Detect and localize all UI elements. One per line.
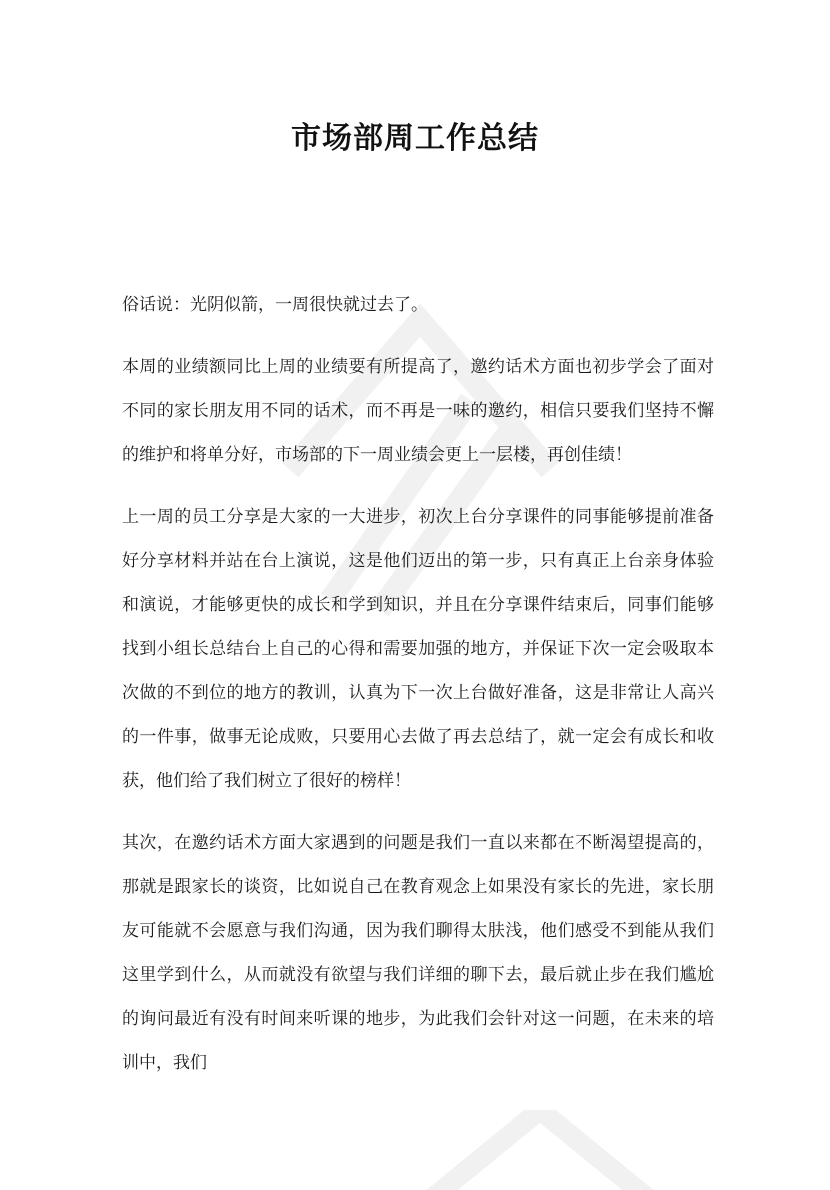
paragraph-performance: 本周的业绩额同比上周的业绩要有所提高了，邀约话术方面也初步学会了面对不同的家长朋友用不同的话术，而不再是一味的邀约，相信只要我们坚持不懈的维护和将单分好，市场部的下一周业绩会更上一层楼，再创佳绩！ — [122, 357, 714, 465]
document-title: 市场部周工作总结 — [291, 121, 539, 156]
document-body — [122, 283, 714, 1085]
paragraph-staff-sharing: 上一周的员工分享是大家的一大进步，初次上台分享课件的同事能够提前准备好分享材料并站在台上演说，这是他们迈出的第一步，只有真正上台亲身体验和演说，才能够更快的成长和学到知识，并且在分享课件结束后，同事们能够找到小组长总结台上自己的心得和需要加强的地方，并保证下次一定会吸取本次做的不到位的地方的教训，认真为下一次上台做好准备，这是非常让人高兴的一件事，做事无论成败，只要用心去做了再去总结了，就一定会有成长和收获，他们给了我们树立了很好的榜样！ — [122, 507, 714, 791]
paragraph-intro: 俗话说：光阴似箭，一周很快就过去了。 — [122, 295, 428, 315]
paragraph-invitation-skills: 其次，在邀约话术方面大家遇到的问题是我们一直以来都在不断渴望提高的，那就是跟家长的谈资，比如说自己在教育观念上如果没有家长的先进，家长朋友可能就不会愿意与我们沟通，因为我们聊得太肤浅，他们感受不到能从我们这里学到什么，从而就没有欲望与我们详细的聊下去，最后就止步在我们尴尬的询问最近有没有时间来听课的地步，为此我们会针对这一问题，在未来的培训中，我们 — [122, 833, 714, 1073]
watermark-logo-icon — [420, 1110, 660, 1190]
